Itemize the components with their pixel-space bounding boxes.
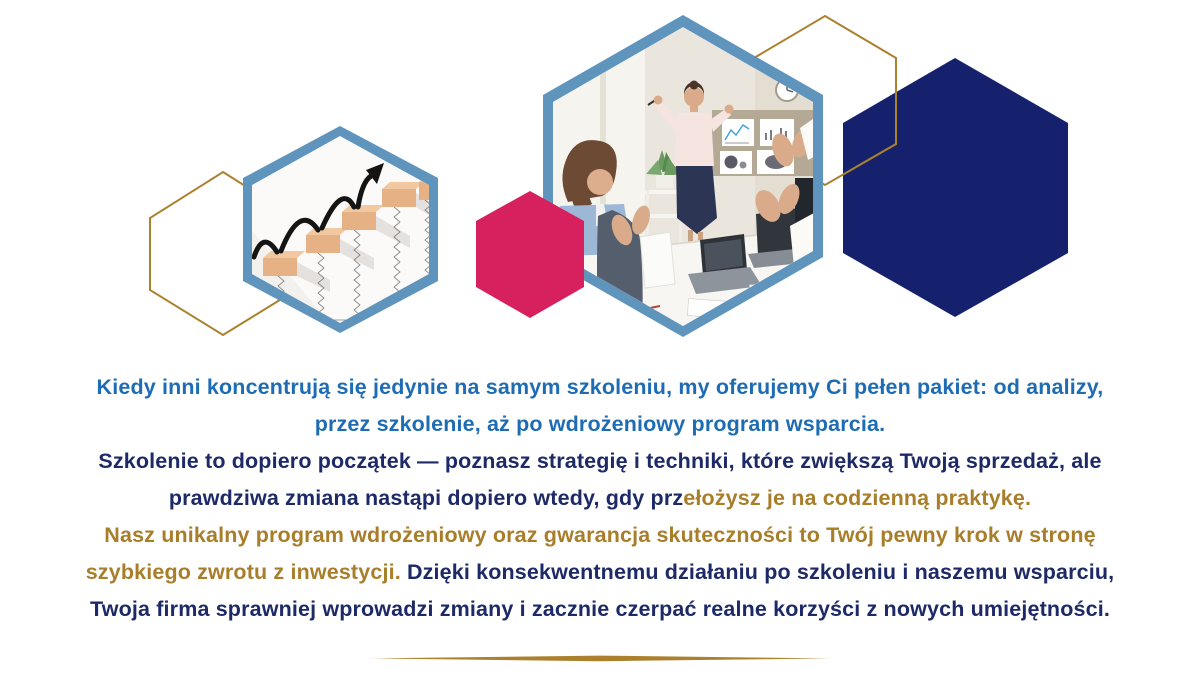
navy-hexagon bbox=[843, 58, 1068, 317]
training-session-illustration bbox=[543, 15, 825, 337]
text-line bbox=[38, 369, 1162, 406]
text-line bbox=[38, 517, 1162, 554]
text-segment-gold: Nasz unikalny program wdrożeniowy oraz gwarancja skuteczności to Twój pewny krok w stronę bbox=[104, 523, 1096, 547]
text-segment-navy: Dzięki konsekwentnemu działaniu po szkoleniu i naszemu wsparciu, bbox=[406, 560, 1115, 584]
text-line bbox=[38, 443, 1162, 480]
text-segment-blue: przez szkolenie, aż po wdrożeniowy program wsparcia. bbox=[314, 412, 886, 436]
gold-divider bbox=[370, 655, 830, 663]
text-segment-blue: Kiedy inni koncentrują się jedynie na samym szkoleniu, my oferujemy Ci pełen pakiet: od analizy, bbox=[96, 375, 1104, 399]
body-text bbox=[38, 369, 1162, 628]
text-line bbox=[38, 591, 1162, 628]
text-line bbox=[38, 406, 1162, 443]
text-segment-navy: Szkolenie to dopiero początek — poznasz strategię i techniki, które zwiększą Twoją sprzedaż, ale bbox=[98, 449, 1102, 473]
text-segment-navy: Twoja firma sprawniej wprowadzi zmiany i zacznie czerpać realne korzyści z nowych umiejętności. bbox=[90, 597, 1110, 621]
text-line bbox=[38, 480, 1162, 517]
text-segment-gold: szybkiego zwrotu z inwestycji. bbox=[85, 560, 407, 584]
text-segment-gold: ełożysz je na codzienną praktykę. bbox=[683, 486, 1032, 510]
text-line bbox=[38, 554, 1162, 591]
text-segment-navy: prawdziwa zmiana nastąpi dopiero wtedy, gdy prz bbox=[168, 486, 684, 510]
training-photo-hexagon bbox=[543, 15, 825, 337]
